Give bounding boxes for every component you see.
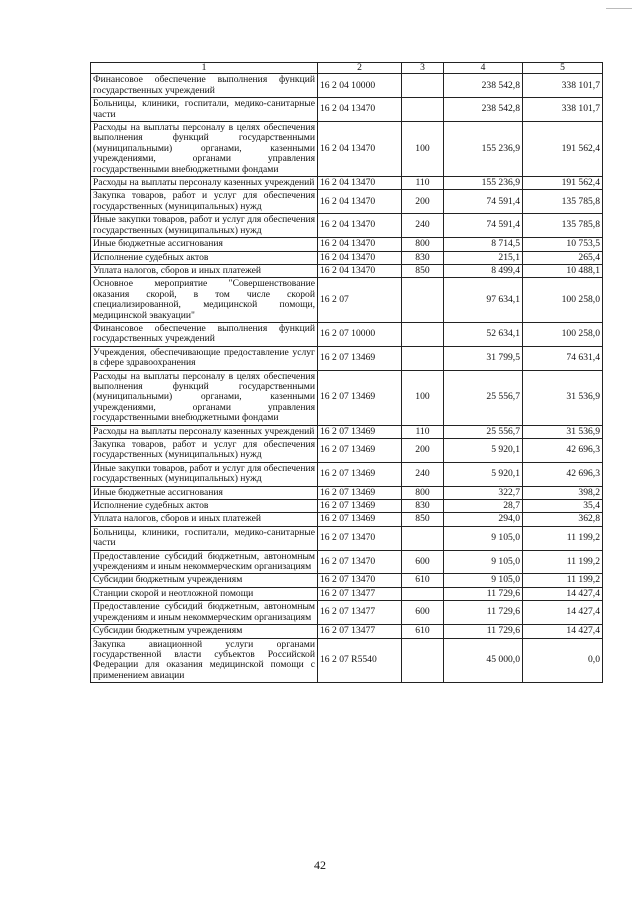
- row-expense-type: 110: [402, 425, 444, 438]
- column-header-1: 1: [91, 63, 318, 74]
- row-value-1: 28,7: [444, 500, 523, 513]
- row-value-2: 100 258,0: [523, 278, 603, 323]
- row-expense-type: 830: [402, 251, 444, 264]
- row-value-2: 14 427,4: [523, 625, 603, 638]
- row-code: 16 2 07 13469: [318, 439, 402, 463]
- row-value-2: 10 753,5: [523, 238, 603, 251]
- row-value-2: 135 785,8: [523, 214, 603, 238]
- row-value-2: 31 536,9: [523, 425, 603, 438]
- row-expense-type: 830: [402, 500, 444, 513]
- table-row: [91, 238, 603, 251]
- row-code: 16 2 04 13470: [318, 122, 402, 177]
- row-value-2: 191 562,4: [523, 122, 603, 177]
- row-expense-type: 100: [402, 122, 444, 177]
- row-value-1: 155 236,9: [444, 122, 523, 177]
- row-code: 16 2 07: [318, 278, 402, 323]
- row-value-2: 191 562,4: [523, 177, 603, 190]
- row-value-1: 31 799,5: [444, 346, 523, 370]
- table-row: [91, 526, 603, 550]
- table-row: [91, 98, 603, 122]
- row-code: 16 2 07 R5540: [318, 638, 402, 683]
- row-name: Субсидии бюджетным учреждениям: [91, 625, 318, 638]
- row-name: Субсидии бюджетным учреждениям: [91, 574, 318, 587]
- row-value-1: 215,1: [444, 251, 523, 264]
- row-code: 16 2 07 13470: [318, 574, 402, 587]
- column-header-3: 3: [402, 63, 444, 74]
- row-code: 16 2 04 13470: [318, 98, 402, 122]
- row-name: Иные бюджетные ассигнования: [91, 238, 318, 251]
- table-row: [91, 513, 603, 526]
- row-value-2: 11 199,2: [523, 574, 603, 587]
- scan-mark: [606, 8, 632, 9]
- row-name: Учреждения, обеспечивающие предоставление услуг в сфере здравоохранения: [91, 346, 318, 370]
- row-expense-type: [402, 638, 444, 683]
- row-value-1: 155 236,9: [444, 177, 523, 190]
- row-expense-type: [402, 74, 444, 98]
- row-code: 16 2 07 13477: [318, 601, 402, 625]
- row-code: 16 2 07 13469: [318, 500, 402, 513]
- row-name: Уплата налогов, сборов и иных платежей: [91, 264, 318, 277]
- row-value-1: 74 591,4: [444, 214, 523, 238]
- row-value-1: 9 105,0: [444, 550, 523, 574]
- row-code: 16 2 07 13469: [318, 346, 402, 370]
- row-name: Предоставление субсидий бюджетным, автономным учреждениям и иным некоммерческим организациям: [91, 601, 318, 625]
- row-value-2: 398,2: [523, 486, 603, 499]
- row-value-1: 9 105,0: [444, 574, 523, 587]
- row-expense-type: 850: [402, 513, 444, 526]
- column-header-5: 5: [523, 63, 603, 74]
- row-expense-type: [402, 526, 444, 550]
- row-code: 16 2 04 13470: [318, 238, 402, 251]
- row-value-2: 265,4: [523, 251, 603, 264]
- budget-table-body: [91, 63, 603, 683]
- row-value-2: 42 696,3: [523, 462, 603, 486]
- row-expense-type: [402, 98, 444, 122]
- table-row: [91, 214, 603, 238]
- row-expense-type: [402, 278, 444, 323]
- table-row: [91, 425, 603, 438]
- row-value-2: 135 785,8: [523, 190, 603, 214]
- row-value-2: 42 696,3: [523, 439, 603, 463]
- row-value-2: 74 631,4: [523, 346, 603, 370]
- row-name: Больницы, клиники, госпитали, медико-санитарные части: [91, 98, 318, 122]
- table-row: [91, 500, 603, 513]
- row-value-1: 11 729,6: [444, 625, 523, 638]
- row-expense-type: 850: [402, 264, 444, 277]
- row-name: Расходы на выплаты персоналу в целях обеспечения выполнения функций государственными (муниципальными) органами, казенными учреждениями, органами управления государственными внебюджетными фондами: [91, 122, 318, 177]
- budget-table: [90, 62, 603, 683]
- row-expense-type: 610: [402, 574, 444, 587]
- table-row: [91, 574, 603, 587]
- table-row: [91, 462, 603, 486]
- row-value-1: 97 634,1: [444, 278, 523, 323]
- table-row: [91, 322, 603, 346]
- row-code: 16 2 04 13470: [318, 177, 402, 190]
- row-value-2: 362,8: [523, 513, 603, 526]
- row-code: 16 2 04 13470: [318, 251, 402, 264]
- row-value-2: 14 427,4: [523, 601, 603, 625]
- row-name: Иные бюджетные ассигнования: [91, 486, 318, 499]
- row-expense-type: 600: [402, 601, 444, 625]
- row-code: 16 2 07 13477: [318, 587, 402, 600]
- row-expense-type: 200: [402, 190, 444, 214]
- table-row: [91, 122, 603, 177]
- table-row: [91, 278, 603, 323]
- row-value-1: 25 556,7: [444, 425, 523, 438]
- row-value-1: 5 920,1: [444, 462, 523, 486]
- row-name: Расходы на выплаты персоналу в целях обеспечения выполнения функций государственными (муниципальными) органами, казенными учреждениями, органами управления государственными внебюджетными фондами: [91, 370, 318, 425]
- row-name: Больницы, клиники, госпитали, медико-санитарные части: [91, 526, 318, 550]
- table-row: [91, 346, 603, 370]
- column-header-2: 2: [318, 63, 402, 74]
- row-name: Основное мероприятие "Совершенствование оказания скорой, в том числе скорой специализированной, медицинской помощи, медицинской эвакуации": [91, 278, 318, 323]
- row-value-2: 100 258,0: [523, 322, 603, 346]
- row-expense-type: 240: [402, 214, 444, 238]
- row-value-1: 8 499,4: [444, 264, 523, 277]
- row-expense-type: [402, 346, 444, 370]
- row-value-1: 238 542,8: [444, 74, 523, 98]
- row-code: 16 2 07 13469: [318, 513, 402, 526]
- row-expense-type: 600: [402, 550, 444, 574]
- row-value-2: 11 199,2: [523, 526, 603, 550]
- row-code: 16 2 07 13477: [318, 625, 402, 638]
- table-row: [91, 190, 603, 214]
- table-row: [91, 251, 603, 264]
- table-row: [91, 601, 603, 625]
- row-code: 16 2 04 13470: [318, 264, 402, 277]
- table-row: [91, 74, 603, 98]
- table-row: [91, 177, 603, 190]
- row-name: Финансовое обеспечение выполнения функций государственных учреждений: [91, 322, 318, 346]
- row-expense-type: 800: [402, 238, 444, 251]
- row-value-2: 35,4: [523, 500, 603, 513]
- table-row: [91, 550, 603, 574]
- row-value-1: 25 556,7: [444, 370, 523, 425]
- table-row: [91, 587, 603, 600]
- row-name: Исполнение судебных актов: [91, 251, 318, 264]
- row-name: Иные закупки товаров, работ и услуг для обеспечения государственных (муниципальных) нужд: [91, 214, 318, 238]
- column-header-4: 4: [444, 63, 523, 74]
- row-name: Иные закупки товаров, работ и услуг для обеспечения государственных (муниципальных) нужд: [91, 462, 318, 486]
- row-expense-type: 110: [402, 177, 444, 190]
- table-row: [91, 264, 603, 277]
- row-value-1: 11 729,6: [444, 587, 523, 600]
- row-code: 16 2 07 13469: [318, 462, 402, 486]
- row-value-1: 294,0: [444, 513, 523, 526]
- row-name: Закупка авиационной услуги органами государственной власти субъектов Российской Федерации для оказания медицинской помощи с применением авиации: [91, 638, 318, 683]
- table-row: [91, 625, 603, 638]
- row-name: Расходы на выплаты персоналу казенных учреждений: [91, 425, 318, 438]
- row-name: Закупка товаров, работ и услуг для обеспечения государственных (муниципальных) нужд: [91, 190, 318, 214]
- row-value-1: 52 634,1: [444, 322, 523, 346]
- row-code: 16 2 07 13470: [318, 526, 402, 550]
- row-code: 16 2 07 13469: [318, 370, 402, 425]
- row-value-2: 31 536,9: [523, 370, 603, 425]
- row-name: Расходы на выплаты персоналу казенных учреждений: [91, 177, 318, 190]
- row-value-1: 322,7: [444, 486, 523, 499]
- row-name: Исполнение судебных актов: [91, 500, 318, 513]
- row-name: Финансовое обеспечение выполнения функций государственных учреждений: [91, 74, 318, 98]
- row-expense-type: [402, 322, 444, 346]
- row-value-1: 5 920,1: [444, 439, 523, 463]
- row-value-1: 238 542,8: [444, 98, 523, 122]
- row-value-2: 338 101,7: [523, 98, 603, 122]
- row-expense-type: 100: [402, 370, 444, 425]
- row-value-1: 74 591,4: [444, 190, 523, 214]
- table-row: [91, 439, 603, 463]
- table-row: [91, 486, 603, 499]
- row-name: Уплата налогов, сборов и иных платежей: [91, 513, 318, 526]
- table-row: [91, 638, 603, 683]
- table-row: [91, 370, 603, 425]
- page-number: 42: [314, 858, 326, 872]
- row-code: 16 2 04 10000: [318, 74, 402, 98]
- row-name: Закупка товаров, работ и услуг для обеспечения государственных (муниципальных) нужд: [91, 439, 318, 463]
- row-value-2: 11 199,2: [523, 550, 603, 574]
- row-name: Станции скорой и неотложной помощи: [91, 587, 318, 600]
- row-value-2: 14 427,4: [523, 587, 603, 600]
- row-name: Предоставление субсидий бюджетным, автономным учреждениям и иным некоммерческим организациям: [91, 550, 318, 574]
- row-value-1: 11 729,6: [444, 601, 523, 625]
- row-value-1: 45 000,0: [444, 638, 523, 683]
- row-value-1: 8 714,5: [444, 238, 523, 251]
- row-expense-type: [402, 587, 444, 600]
- row-value-2: 10 488,1: [523, 264, 603, 277]
- row-code: 16 2 04 13470: [318, 214, 402, 238]
- row-code: 16 2 07 10000: [318, 322, 402, 346]
- row-value-2: 338 101,7: [523, 74, 603, 98]
- row-code: 16 2 07 13469: [318, 425, 402, 438]
- row-code: 16 2 07 13469: [318, 486, 402, 499]
- row-expense-type: 200: [402, 439, 444, 463]
- row-code: 16 2 07 13470: [318, 550, 402, 574]
- table-header-row: [91, 63, 603, 74]
- row-expense-type: 800: [402, 486, 444, 499]
- row-expense-type: 240: [402, 462, 444, 486]
- row-code: 16 2 04 13470: [318, 190, 402, 214]
- row-value-1: 9 105,0: [444, 526, 523, 550]
- row-value-2: 0,0: [523, 638, 603, 683]
- row-expense-type: 610: [402, 625, 444, 638]
